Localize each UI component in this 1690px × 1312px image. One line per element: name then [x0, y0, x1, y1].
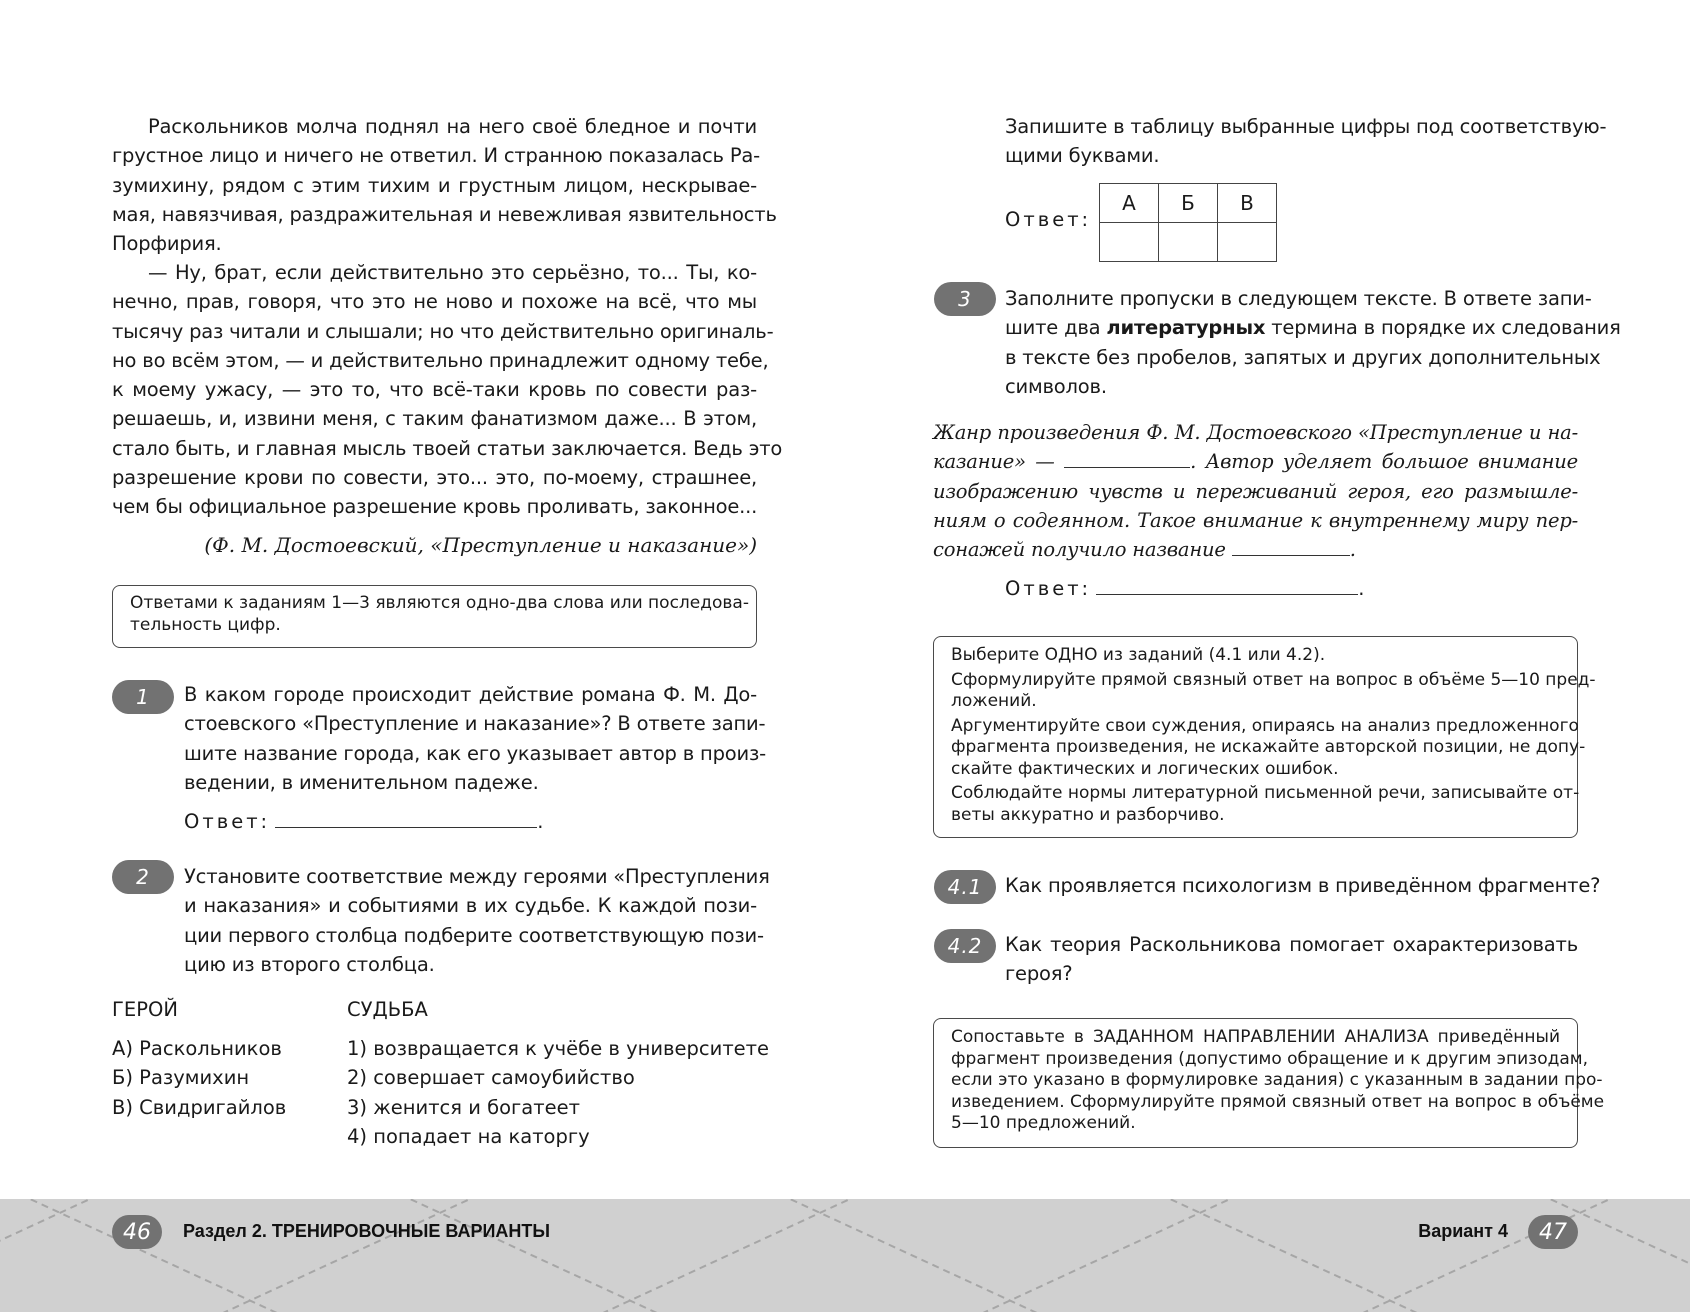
text-line: к моему ужасу, — это то, что всё-таки кровь по совести раз- — [112, 378, 757, 402]
text-line — [933, 447, 1578, 476]
text-fragment: шите два — [1005, 316, 1107, 340]
note-line: тельность цифр. — [130, 614, 281, 635]
hero-item: А) Раскольников — [112, 1037, 282, 1060]
task-number-badge-1: 1 — [112, 680, 174, 714]
task-2-text — [184, 862, 770, 979]
task-4-instructions-box — [933, 636, 1596, 838]
fate-item: 1) возвращается к учёбе в университете — [347, 1037, 770, 1060]
text-fragment: сонажей получило название — [933, 538, 1232, 562]
instruction-paragraph — [951, 715, 1586, 781]
text-line: разрешение крови по совести, это... это, по-моему, страшнее, — [112, 466, 757, 490]
text-line: Сформулируйте прямой связный ответ на вопрос в объёме 5—10 пред- — [951, 669, 1596, 690]
task-1-text — [184, 680, 766, 797]
excerpt-paragraph-1 — [112, 112, 777, 258]
task-1-answer — [184, 810, 543, 833]
page-footer — [0, 1199, 1690, 1312]
fates-list — [347, 1034, 769, 1151]
text-line: ведении, в именительном падеже. — [184, 770, 539, 794]
answer-cell[interactable] — [1100, 223, 1159, 262]
text-line: тысячу раз читали и слышали; но что действительно оригиналь- — [112, 319, 774, 343]
text-line: стало быть, и главная мысль твоей статьи заключается. Ведь это — [112, 436, 783, 460]
heroes-list — [112, 1034, 286, 1122]
text-line: Заполните пропуски в следующем тексте. В ответе запи- — [1005, 287, 1592, 310]
fate-item: 3) женится и богатеет — [347, 1095, 580, 1119]
section-title: Раздел 2. ТРЕНИРОВОЧНЫЕ ВАРИАНТЫ — [183, 1221, 551, 1241]
variant-title: Вариант 4 — [1418, 1221, 1508, 1241]
text-line: Запишите в таблицу выбранные цифры под соответствую- — [1005, 115, 1607, 138]
text-line: решаешь, и, извини меня, с таким фанатизмом даже... В этом, — [112, 407, 757, 431]
text-line: — Ну, брат, если действительно это серьёзно, то... Ты, ко- — [148, 261, 757, 284]
task-number-badge-2: 2 — [112, 860, 174, 894]
text-line: изведением. Сформулируйте прямой связный ответ на вопрос в объёме — [951, 1091, 1605, 1112]
text-line: веты аккуратно и разборчиво. — [951, 804, 1225, 825]
task-4-2-text — [1005, 930, 1578, 989]
answer-table-input-row — [1100, 223, 1277, 262]
text-line: фрагмент произведения (допустимо обращение и к другим эпизодам, — [951, 1048, 1589, 1069]
text-line: в тексте без пробелов, запятых и других дополнительных — [1005, 345, 1601, 369]
fates-column-header: СУДЬБА — [347, 998, 428, 1021]
task-3-passage — [933, 418, 1578, 564]
fate-item: 2) совершает самоубийство — [347, 1066, 635, 1090]
text-line: но во всём этом, — и действительно принадлежит одному тебе, — [112, 348, 769, 372]
hero-item: Б) Разумихин — [112, 1066, 250, 1090]
task-3-text — [1005, 284, 1621, 401]
text-line: шите название города, как его указывает автор в произ- — [184, 741, 766, 765]
text-line: зумихину, рядом с этим тихим и грустным лицом, нескрывае- — [112, 173, 757, 197]
instruction-paragraph — [951, 645, 1560, 667]
text-line: ции первого столбца подберите соответствующую пози- — [184, 923, 764, 947]
text-fragment: . — [1349, 538, 1356, 562]
page-number-left: 46 — [112, 1215, 162, 1249]
heroes-column-header: ГЕРОЙ — [112, 998, 178, 1021]
text-line: героя? — [1005, 962, 1073, 986]
task-number-badge-4-2: 4.2 — [934, 929, 996, 963]
text-fragment: термина в порядке их следования — [1265, 316, 1621, 340]
text-line: ложений. — [951, 691, 1037, 711]
instruction-paragraph — [951, 669, 1596, 713]
text-line: Раскольников молча поднял на него своё бледное и почти — [148, 115, 757, 138]
text-line: символов. — [1005, 374, 1107, 398]
text-line: Как теория Раскольникова помогает охарактеризовать — [1005, 933, 1578, 956]
text-line: мая, навязчивая, раздражительная и невежливая язвительность — [112, 202, 777, 226]
hero-item: В) Свидригайлов — [112, 1095, 287, 1119]
fate-item: 4) попадает на каторгу — [347, 1124, 590, 1148]
task-number-badge-3: 3 — [934, 282, 996, 316]
text-line: Жанр произведения Ф. М. Достоевского «Преступление и на- — [933, 421, 1578, 444]
passage-blank-2[interactable] — [1232, 555, 1350, 556]
task-2-answer-label: Ответ: — [1005, 208, 1092, 231]
answer-end: . — [1358, 577, 1365, 600]
text-line: грустное лицо и ничего не ответил. И странною показалась Ра- — [112, 144, 760, 168]
text-line: и наказания» и событиями в их судьбе. К каждой пози- — [184, 894, 757, 918]
text-fragment: казание» — — [933, 450, 1065, 474]
excerpt-paragraph-2 — [112, 258, 783, 522]
comparison-instructions-box — [933, 1018, 1605, 1148]
text-line: чем бы официальное разрешение кровь проливать, законное... — [112, 495, 758, 519]
task-4-1-text — [1005, 871, 1601, 900]
text-line — [1005, 313, 1621, 342]
text-line: Соблюдайте нормы литературной письменной речи, записывайте от- — [951, 783, 1580, 803]
answer-table-header: Б — [1159, 184, 1218, 223]
text-line — [933, 535, 1578, 564]
answer-format-note — [112, 585, 757, 648]
answer-table-header: А — [1100, 184, 1159, 223]
text-line: Установите соответствие между героями «Преступления — [184, 865, 770, 888]
text-line: 5—10 предложений. — [951, 1113, 1136, 1133]
task-2-answer-table — [1099, 183, 1277, 262]
instruction-paragraph — [951, 783, 1580, 826]
text-line: Сопоставьте в ЗАДАННОМ НАПРАВЛЕНИИ АНАЛИЗА приведённый — [951, 1027, 1560, 1047]
task-number-badge-4-1: 4.1 — [934, 870, 996, 904]
note-line: Ответами к заданиям 1—3 являются одно-два слова или последова- — [130, 593, 749, 613]
answer-label: Ответ: — [184, 810, 271, 833]
answer-table-header: В — [1218, 184, 1277, 223]
text-line: цию из второго столбца. — [184, 952, 435, 976]
answer-label: Ответ: — [1005, 577, 1092, 600]
answer-blank[interactable] — [275, 827, 537, 828]
answer-table-header-row — [1100, 184, 1277, 223]
text-line: изображению чувств и переживаний героя, его размышле- — [933, 479, 1578, 503]
text-line: Выберите ОДНО из заданий (4.1 или 4.2). — [951, 645, 1326, 665]
task-3-answer — [1005, 577, 1364, 600]
text-line: скайте фактических и логических ошибок. — [951, 758, 1339, 779]
answer-blank[interactable] — [1096, 594, 1358, 595]
passage-blank-1[interactable] — [1064, 467, 1190, 468]
text-line: Как проявляется психологизм в приведённом фрагменте? — [1005, 874, 1601, 897]
emphasis-literary: литературных — [1106, 316, 1266, 340]
text-line: В каком городе происходит действие романа Ф. М. До- — [184, 683, 757, 706]
answer-cell[interactable] — [1159, 223, 1218, 262]
text-line: нечно, прав, говоря, что это не ново и похоже на всё, что мы — [112, 290, 757, 314]
footer-dashed-pattern — [0, 1199, 1690, 1312]
text-line: щими буквами. — [1005, 144, 1160, 168]
text-line: фрагмента произведения, не искажайте авторской позиции, не допу- — [951, 737, 1586, 757]
text-line: Порфирия. — [112, 232, 222, 256]
answer-end: . — [537, 810, 544, 833]
text-fragment: . Автор уделяет большое внимание — [1190, 450, 1578, 474]
page-number-right: 47 — [1528, 1215, 1578, 1249]
excerpt-citation: (Ф. М. Достоевский, «Преступление и наказание») — [204, 533, 757, 557]
text-line: если это указано в формулировке задания) с указанным в задании про- — [951, 1070, 1603, 1090]
text-line: ниям о содеянном. Такое внимание к внутреннему миру пер- — [933, 508, 1578, 532]
text-line: стоевского «Преступление и наказание»? В ответе запи- — [184, 712, 766, 736]
text-line: Аргументируйте свои суждения, опираясь на анализ предложенного — [951, 715, 1579, 736]
task-2-continued-text — [1005, 112, 1607, 171]
answer-cell[interactable] — [1218, 223, 1277, 262]
